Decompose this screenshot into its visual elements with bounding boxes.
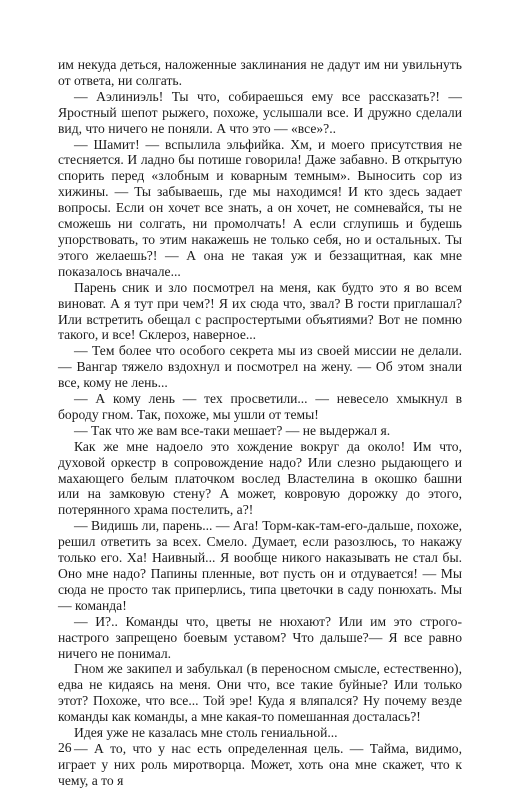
paragraph: — А то, что у нас есть определенная цель. — Тайма, видимо, играет у них роль миротворца. Может, хоть она мне скажет, что к чему, а то я [58,740,462,788]
body-text [58,57,462,789]
paragraph: Идея уже не казалась мне столь гениальной... [74,725,338,741]
paragraph: Парень сник и зло посмотрел на меня, как будто это я во всем виноват. А я тут при чем?! Я их сюда что, звал? В гости приглашал? Или встретить обещал с распростертыми объятиями? Вот не помню такого, и все! Склероз, наверное... [58,279,462,343]
paragraph: — Шамит! — вспылила эльфийка. Хм, и моего присутствия не стесняется. И ладно бы потише говорила! Даже забавно. В открытую спорить перед «злобным и коварным темным». Выносить сор из хижины. — Ты забываешь, где мы находимся! И кто здесь задает вопросы. Если он хочет все знать, а он хочет, не сомневайся, ты не сможешь ни солгать, ни промолчать! А если сглупишь и будешь упорствовать, то этим накажешь не только себя, но и остальных. Ты этого желаешь?! — А она не такая уж и беззащитная, как мне показалось вначале... [58,136,462,279]
paragraph: — И?.. Команды что, цветы не нюхают? Или им это строго-настрого запрещено боевым уставом? Что дальше?— Я все равно ничего не понимал. [58,613,462,661]
paragraph: — А кому лень — тех просветили... — невесело хмыкнул в бороду гном. Так, похоже, мы ушли от темы! [58,391,462,422]
paragraph: — Видишь ли, парень... — Ага! Торм-как-там-его-дальше, похоже, решил ответить за всех. Смело. Думает, если разозлюсь, то накажу только его. Ха! Наивный... Я вообще никого наказывать не стал бы. Оно мне надо? Папины пленные, вот пусть он и отдувается! — Мы сюда не просто так приперлись, типа цветочки в саду понюхать. Мы — команда! [58,518,462,613]
paragraph: — Аэлиниэль! Ты что, собираешься ему все рассказать?! — Яростный шепот рыжего, похоже, услышали все. И дружно сделали вид, что ничего не поняли. А что это — «все»?.. [58,88,462,136]
paragraph: Гном же закипел и забулькал (в переносном смысле, естественно), едва не кидаясь на меня. Они что, все такие буйные? Или только этот? Похоже, что все... Той эре! Куда я вляпался? Ну почему везде команды как команды, а мне какая-то помешанная досталась?! [58,661,462,725]
paragraph: им некуда деться, наложенные заклинания не дадут им ни увильнуть от ответа, ни солгать. [58,57,462,88]
paragraph: — Так что же вам все-таки мешает? — не выдержал я. [74,422,391,438]
page-number: 26 [58,740,72,755]
paragraph: — Тем более что особого секрета мы из своей миссии не делали. — Вангар тяжело вздохнул и посмотрел на жену. — Об этом знали все, кому не лень... [58,343,462,391]
paragraph: Как же мне надоело это хождение вокруг да около! Им что, духовой оркестр в сопровождение надо? Или слезно рыдающего и махающего белым платочком вослед Властелина в окошко башни или на замковую стену? А может, ковровую дорожку до этого, потерянного храма постелить, а?! [58,438,462,518]
